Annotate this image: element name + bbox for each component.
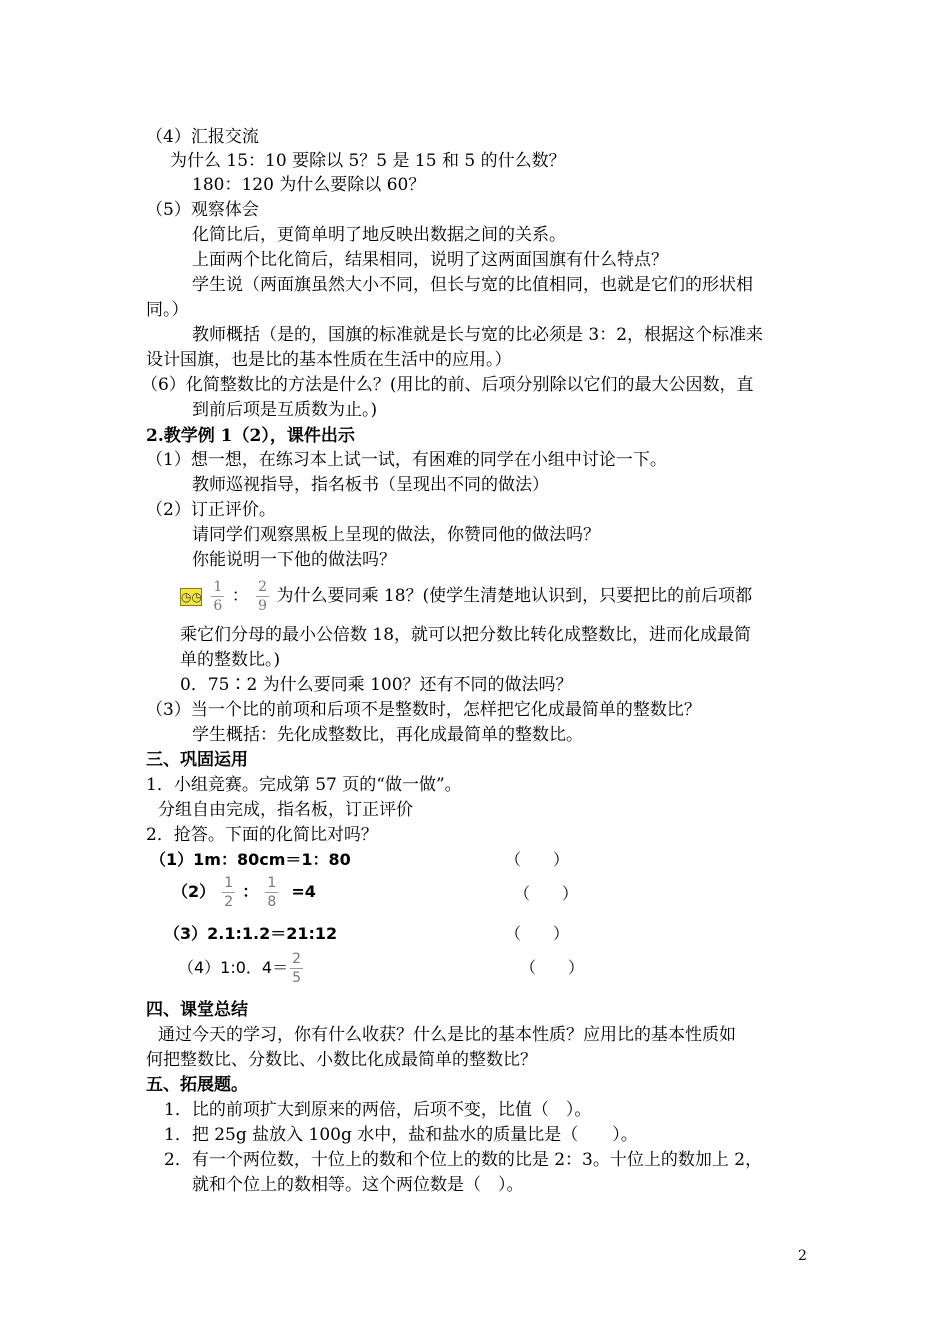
line: 就和个位上的数相等。这个两位数是（ ）。	[192, 1175, 524, 1195]
line: （2）订正评价。	[146, 500, 276, 520]
line: 0．75∶2 为什么要同乘 100？还有不同的做法吗？	[180, 675, 573, 695]
question-3: （3）2.1:1.2＝21:12	[164, 924, 338, 943]
section-heading: 三、巩固运用	[146, 750, 248, 770]
section-heading: 2.教学例 1（2），课件出示	[146, 426, 355, 446]
answer-paren: （ ）	[514, 884, 579, 903]
line: 何把整数比、分数比、小数比化成最简单的整数比？	[146, 1050, 537, 1070]
line: 180：120 为什么要除以 60？	[192, 175, 426, 195]
section-heading: 五、拓展题。	[146, 1075, 248, 1095]
line: （6）化简整数比的方法是什么？(用比的前、后项分别除以它们的最大公因数，直	[141, 375, 754, 395]
answer-paren: （ ）	[505, 850, 570, 869]
ratio-colon: ：	[231, 586, 249, 606]
question-4: （4）1:0．4＝ $\frac{2}{5}$	[178, 951, 302, 986]
line: 2．抢答。下面的化简比对吗？	[146, 825, 378, 845]
line: （1）想一想，在练习本上试一试，有困难的同学在小组中讨论一下。	[146, 450, 667, 470]
line-text: 为什么要同乘 18？(使学生清楚地认识到，只要把比的前后项都	[276, 586, 753, 606]
line: 单的整数比。)	[180, 650, 281, 670]
question-2: （2） $\frac{1}{2}$ ： $\frac{1}{8}$ =4	[172, 875, 316, 910]
fraction: $\frac{1}{6}$	[213, 579, 223, 614]
line: 请同学们观察黑板上呈现的做法，你赞同他的做法吗？	[192, 525, 600, 545]
fraction: $\frac{1}{8}$	[267, 875, 277, 910]
line: 教师巡视指导，指名板书（呈现出不同的做法）	[192, 475, 549, 495]
line: 同。）	[146, 300, 189, 320]
line: 分组自由完成，指名板，订正评价	[158, 800, 413, 820]
courseware-icon: ◷◷	[181, 589, 202, 604]
line: 化简比后，更简单明了地反映出数据之间的关系。	[192, 225, 566, 245]
line: （3）当一个比的前项和后项不是整数时，怎样把它化成最简单的整数比？	[146, 700, 701, 720]
page-number: 2	[798, 1248, 807, 1264]
line: 学生说（两面旗虽然大小不同，但长与宽的比值相同，也就是它们的形状相	[192, 275, 753, 295]
fraction-line	[180, 578, 752, 615]
answer-paren: （ ）	[520, 958, 585, 977]
line: 为什么 15：10 要除以 5？5 是 15 和 5 的什么数？	[170, 151, 566, 171]
line: （4）汇报交流	[146, 127, 259, 147]
line: 学生概括：先化成整数比，再化成最简单的整数比。	[192, 725, 583, 745]
line: 上面两个比化简后，结果相同，说明了这两面国旗有什么特点？	[192, 250, 668, 270]
line: 1．比的前项扩大到原来的两倍，后项不变，比值（ ）。	[164, 1100, 592, 1120]
line: 1．把 25g 盐放入 100g 水中，盐和盐水的质量比是（ ）。	[164, 1125, 638, 1145]
section-heading: 四、课堂总结	[146, 1000, 248, 1020]
fraction: $\frac{2}{9}$	[258, 579, 268, 614]
line: 1．小组竞赛。完成第 57 页的“做一做”。	[146, 775, 462, 795]
fraction: $\frac{2}{5}$	[292, 951, 302, 986]
fraction: $\frac{1}{2}$	[224, 875, 234, 910]
question-1: （1）1m：80cm＝1：80	[150, 850, 351, 869]
line: （5）观察体会	[146, 200, 259, 220]
line: 通过今天的学习，你有什么收获？什么是比的基本性质？应用比的基本性质如	[158, 1025, 736, 1045]
line: 你能说明一下他的做法吗？	[192, 550, 396, 570]
line: 2．有一个两位数，十位上的数和个位上的数的比是 2：3。十位上的数加上 2，	[164, 1150, 763, 1170]
line: 到前后项是互质数为止。)	[192, 400, 378, 420]
line: 教师概括（是的，国旗的标准就是长与宽的比必须是 3：2，根据这个标准来	[192, 325, 764, 345]
line: 设计国旗，也是比的基本性质在生活中的应用。）	[146, 350, 512, 370]
answer-paren: （ ）	[505, 924, 570, 943]
line: 乘它们分母的最小公倍数 18，就可以把分数比转化成整数比，进而化成最简	[180, 625, 752, 645]
